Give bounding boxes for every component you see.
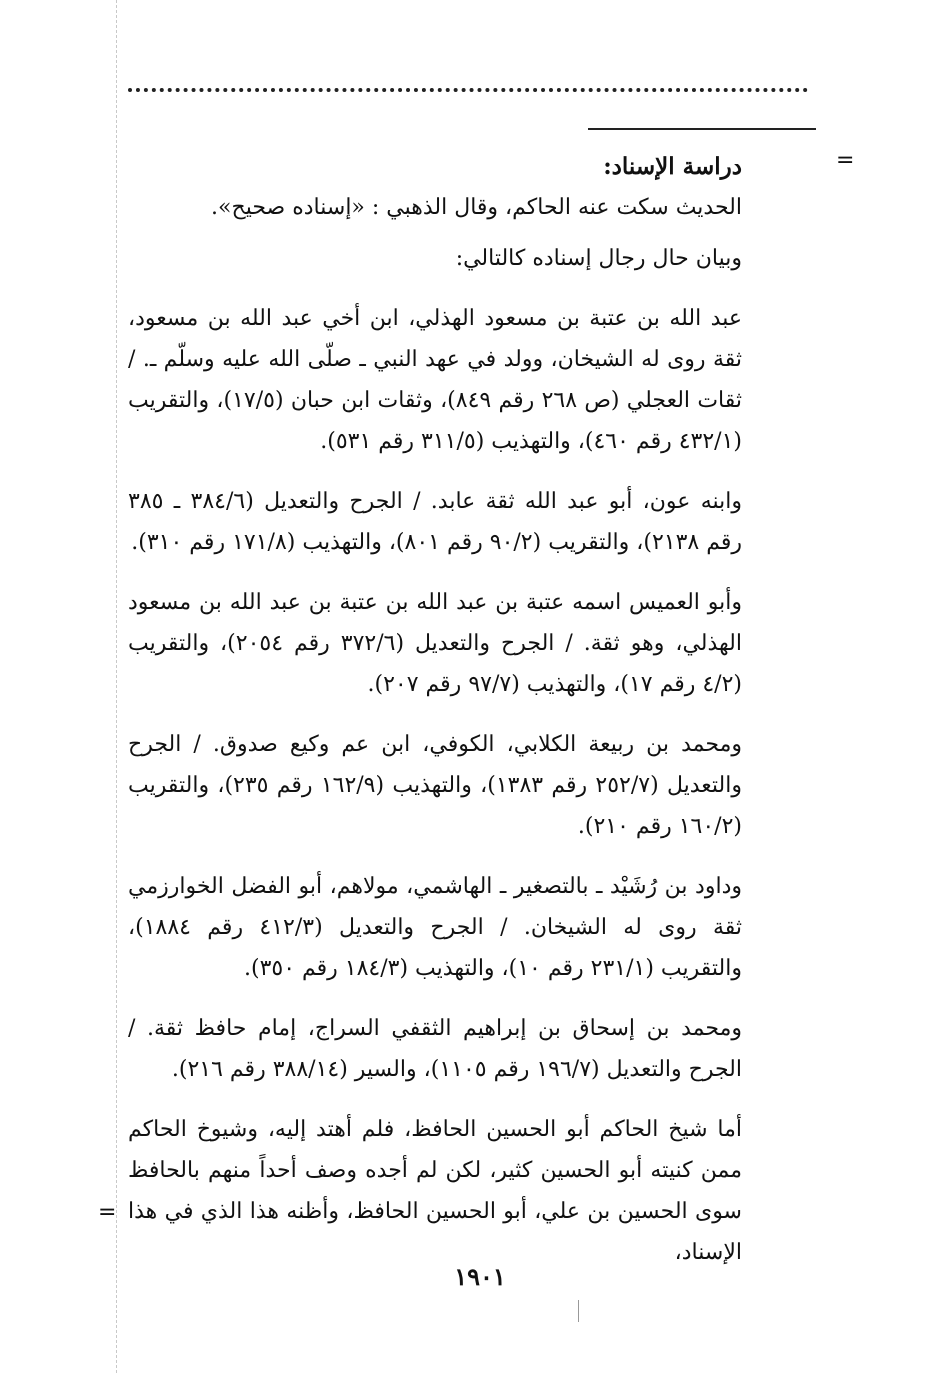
section-rule (588, 128, 816, 130)
paragraph: وداود بن رُشَيْد ـ بالتصغير ـ الهاشمي، مولاهم، أبو الفضل الخوارزمي ثقة روى له الشيخان. / الجرح والتعديل (٤١٢/٣ رقم ١٨٨٤)، والتقريب (٢٣١/١ رقم ١٠)، والتهذيب (١٨٤/٣ رقم ٣٥٠). (128, 874, 742, 981)
margin-tick (578, 1300, 579, 1322)
paragraph: وبيان حال رجال إسناده كالتالي: (455, 246, 742, 271)
paragraph: ومحمد بن ربيعة الكلابي، الكوفي، ابن عم وكيع صدوق. / الجرح والتعديل (٢٥٢/٧ رقم ١٣٨٣)، والتهذيب (١٦٢/٩ رقم ٢٣٥)، والتقريب (١٦٠/٢ رقم ٢١٠). (128, 732, 742, 839)
paragraph: أما شيخ الحاكم أبو الحسين الحافظ، فلم أهتد إليه، وشيوخ الحاكم ممن كنيته أبو الحسين كثير، لكن لم أجده وصف أحداً منهم بالحافظ سوى الحسين بن علي، أبو الحسين الحافظ، وأظنه هذا الذي في هذا الإسناد، (128, 1117, 742, 1265)
section-heading: دراسة الإسناد: (603, 153, 742, 180)
page-body (128, 146, 742, 1292)
paragraph: عبد الله بن عتبة بن مسعود الهذلي، ابن أخي عبد الله بن مسعود، ثقة روى له الشيخان، وولد في عهد النبي ـ صلّى الله عليه وسلّم ـ. / ثقات العجلي (ص ٢٦٨ رقم ٨٤٩)، وثقات ابن حبان (١٧/٥)، والتقريب (٤٣٢/١ رقم ٤٦٠)، والتهذيب (٣١١/٥ رقم ٥٣١). (128, 306, 743, 454)
continuation-mark-bottom: = (98, 1200, 117, 1225)
paragraph: ومحمد بن إسحاق بن إبراهيم الثقفي السراج، إمام حافظ ثقة. / الجرح والتعديل (١٩٦/٧ رقم ١١٠٥)، والسير (٣٨٨/١٤ رقم ٢١٦). (128, 1016, 742, 1082)
paragraph: الحديث سكت عنه الحاكم، وقال الذهبي : «إسناده صحيح». (211, 195, 742, 220)
page-number: ١٩٠١ (454, 1262, 506, 1291)
paragraph: وأبو العميس اسمه عتبة بن عبد الله بن عتبة بن عبد الله بن مسعود الهذلي، وهو ثقة. / الجرح والتعديل (٣٧٢/٦ رقم ٢٠٥٤)، والتقريب (٤/٢ رقم ١٧)، والتهذيب (٩٧/٧ رقم ٢٠٧). (128, 590, 742, 697)
paragraph: وابنه عون، أبو عبد الله ثقة عابد. / الجرح والتعديل (٣٨٤/٦ ـ ٣٨٥ رقم ٢١٣٨)، والتقريب (٩٠/٢ رقم ٨٠١)، والتهذيب (١٧١/٨ رقم ٣١٠). (128, 489, 742, 555)
dotted-separator (128, 88, 808, 92)
page-binding-edge (116, 0, 117, 1373)
continuation-mark-top: = (836, 148, 855, 173)
